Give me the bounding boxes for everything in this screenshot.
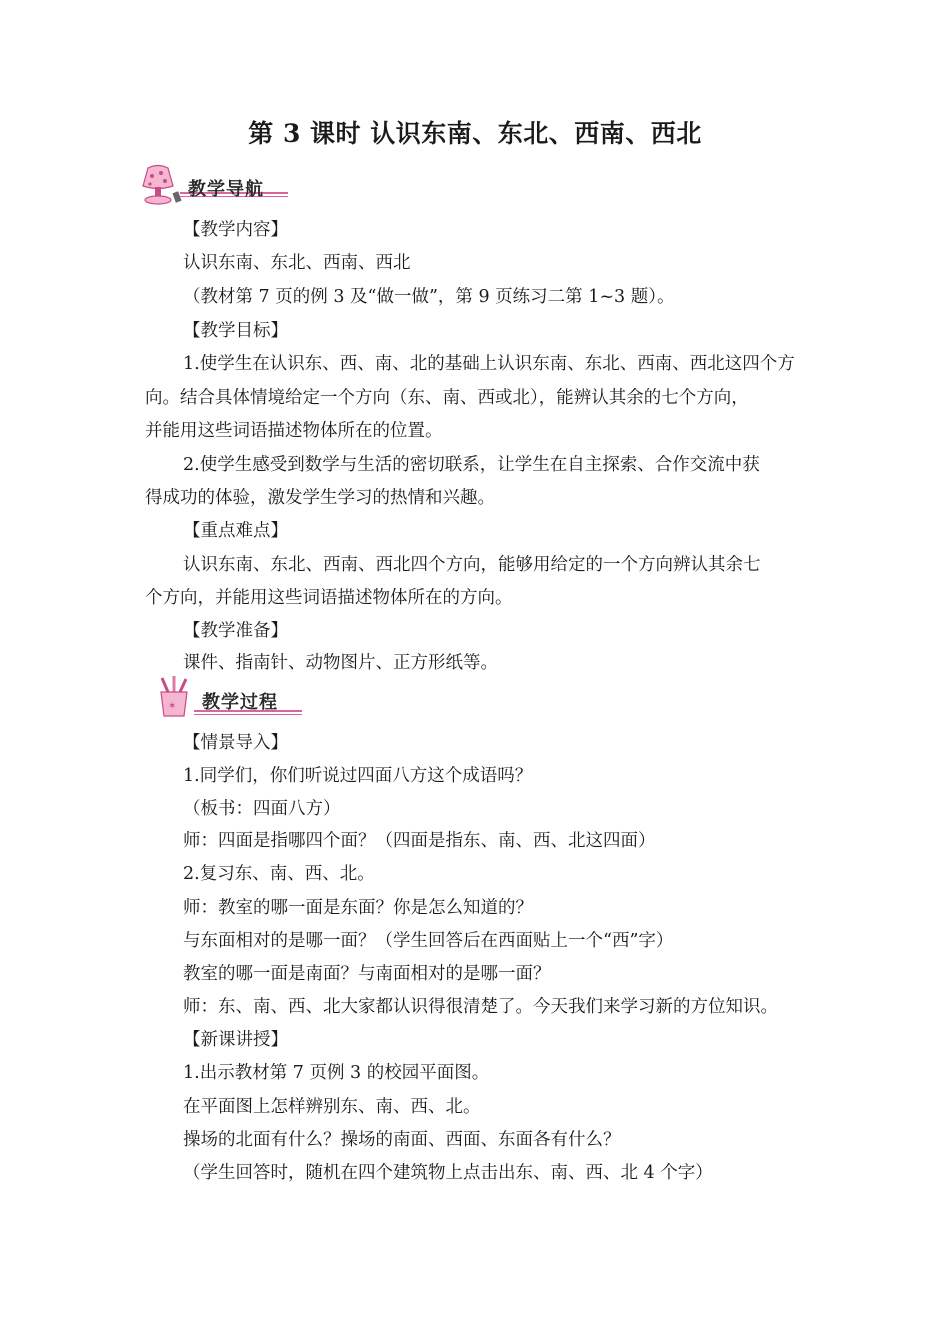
paragraph-line: 师：教室的哪一面是东面？你是怎么知道的？ bbox=[183, 898, 533, 918]
banner-label: 教学过程 bbox=[202, 692, 278, 713]
paragraph-line: （学生回答时，随机在四个建筑物上点击出东、南、西、北 4 个字） bbox=[183, 1163, 713, 1183]
section-banner-teaching-process bbox=[156, 676, 306, 720]
paragraph-line: 1.出示教材第 7 页例 3 的校园平面图。 bbox=[183, 1063, 490, 1083]
heading-new-lesson: 【新课讲授】 bbox=[183, 1030, 288, 1050]
paragraph-line: 并能用这些词语描述物体所在的位置。 bbox=[145, 421, 443, 441]
paragraph-line: 2.复习东、南、西、北。 bbox=[183, 864, 375, 884]
paragraph-line: 教室的哪一面是南面？与南面相对的是哪一面？ bbox=[183, 964, 551, 984]
heading-key-points: 【重点难点】 bbox=[183, 521, 288, 541]
paragraph-line: 操场的北面有什么？操场的南面、西面、东面各有什么？ bbox=[183, 1130, 621, 1150]
page-title: 第 3 课时 认识东南、东北、西南、西北 bbox=[248, 119, 702, 148]
heading-teaching-content: 【教学内容】 bbox=[183, 220, 288, 240]
paragraph-line: 个方向，并能用这些词语描述物体所在的方向。 bbox=[145, 588, 513, 608]
heading-scene-intro: 【情景导入】 bbox=[183, 733, 288, 753]
paragraph-line: 与东面相对的是哪一面？（学生回答后在西面贴上一个“西”字） bbox=[183, 931, 674, 951]
banner-label: 教学导航 bbox=[188, 179, 264, 200]
svg-text:✶: ✶ bbox=[168, 701, 177, 712]
paragraph-line: 2.使学生感受到数学与生活的密切联系，让学生在自主探索、合作交流中获 bbox=[183, 455, 760, 475]
paragraph-line: 师：东、南、西、北大家都认识得很清楚了。今天我们来学习新的方位知识。 bbox=[183, 997, 778, 1017]
section-banner-teaching-nav bbox=[140, 164, 290, 208]
paragraph-line: （板书：四面八方） bbox=[183, 799, 341, 819]
paragraph-line: 1.使学生在认识东、西、南、北的基础上认识东南、东北、西南、西北这四个方 bbox=[183, 354, 795, 374]
paragraph-line: 课件、指南针、动物图片、正方形纸等。 bbox=[183, 653, 498, 673]
paragraph-line: 认识东南、东北、西南、西北 bbox=[183, 253, 411, 273]
paragraph-line: 1.同学们，你们听说过四面八方这个成语吗？ bbox=[183, 766, 533, 786]
paragraph-line: 向。结合具体情境给定一个方向（东、南、西或北），能辨认其余的七个方向， bbox=[145, 388, 749, 408]
heading-teaching-goals: 【教学目标】 bbox=[183, 321, 288, 341]
paragraph-line: （教材第 7 页的例 3 及“做一做”，第 9 页练习二第 1~3 题）。 bbox=[183, 287, 675, 307]
paragraph-line: 师：四面是指哪四个面？（四面是指东、南、西、北这四面） bbox=[183, 831, 656, 851]
paragraph-line: 在平面图上怎样辨别东、南、西、北。 bbox=[183, 1097, 481, 1117]
paragraph-line: 得成功的体验，激发学生学习的热情和兴趣。 bbox=[145, 488, 495, 508]
heading-preparation: 【教学准备】 bbox=[183, 621, 288, 641]
paragraph-line: 认识东南、东北、西南、西北四个方向，能够用给定的一个方向辨认其余七 bbox=[183, 555, 761, 575]
